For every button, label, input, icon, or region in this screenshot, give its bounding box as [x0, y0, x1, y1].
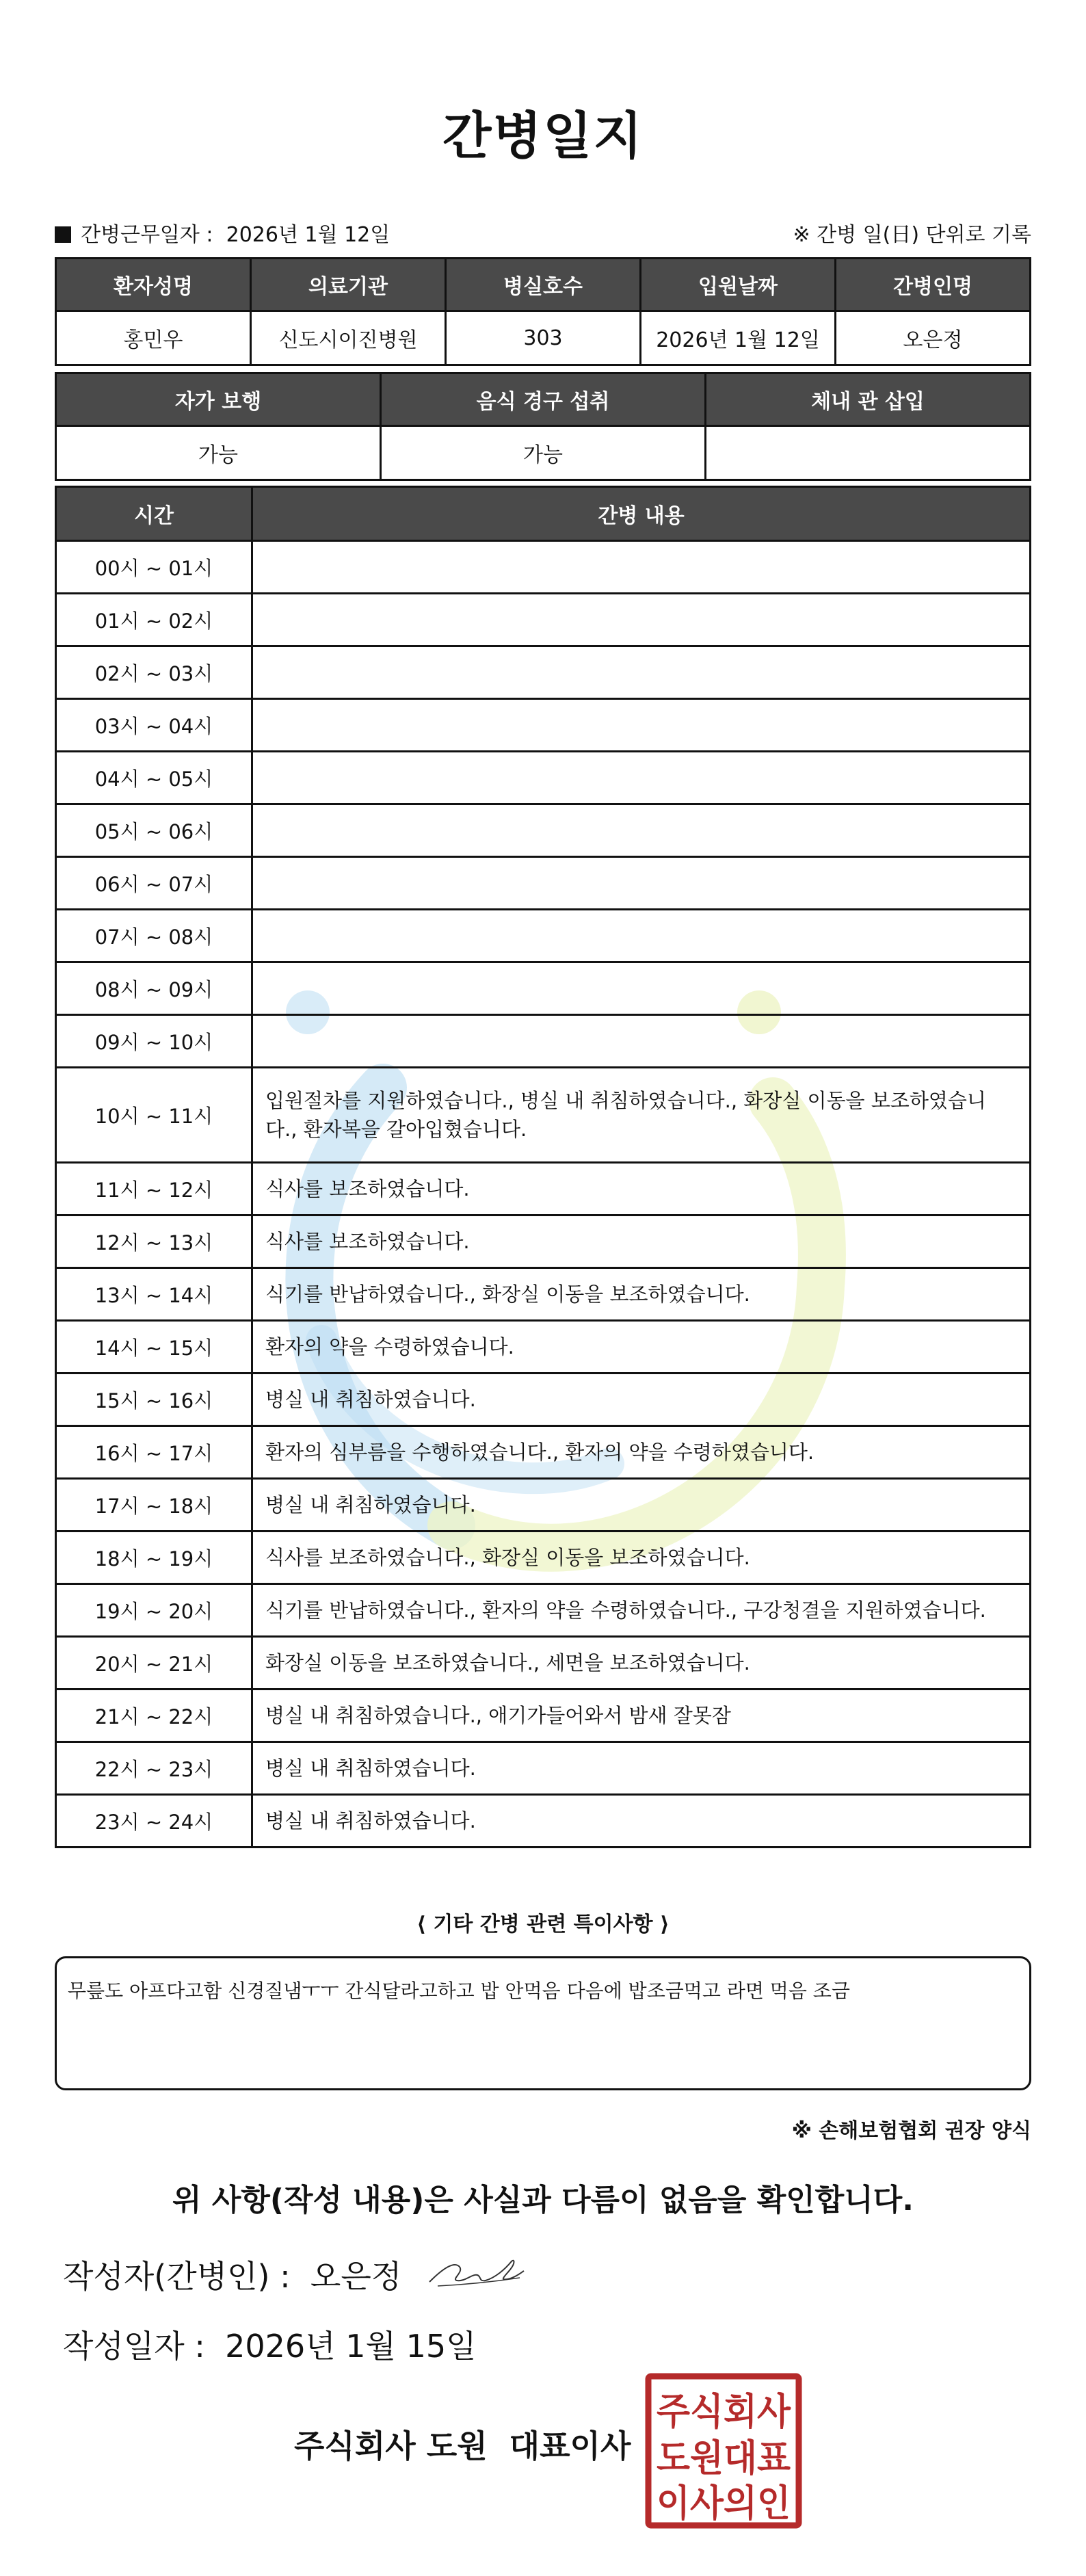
writer-label: 작성자(간병인) :	[63, 2258, 291, 2295]
table-row	[56, 646, 1031, 699]
row-time: 23시 ~ 24시	[56, 1795, 252, 1848]
row-time: 06시 ~ 07시	[56, 857, 252, 910]
header-hospital: 의료기관	[251, 259, 446, 311]
row-time: 22시 ~ 23시	[56, 1742, 252, 1795]
table-row	[56, 1637, 1031, 1690]
row-content: 입원절차를 지원하였습니다., 병실 내 취침하였습니다., 화장실 이동을 보조하였습니다., 환자복을 갈아입혔습니다.	[252, 1068, 1031, 1163]
header-patient-name: 환자성명	[56, 259, 251, 311]
unit-note: ※ 간병 일(日) 단위로 기록	[793, 223, 1031, 247]
row-time: 03시 ~ 04시	[56, 699, 252, 752]
table-row	[56, 804, 1031, 857]
table-row	[56, 1584, 1031, 1637]
row-time: 20시 ~ 21시	[56, 1637, 252, 1690]
row-content: 병실 내 취침하였습니다.	[252, 1374, 1031, 1426]
meta-row	[55, 218, 1031, 249]
header-room: 병실호수	[446, 259, 641, 311]
row-content: 식사를 보조하였습니다., 화장실 이동을 보조하였습니다.	[252, 1532, 1031, 1584]
row-content: 환자의 심부름을 수행하였습니다., 환자의 약을 수령하였습니다.	[252, 1426, 1031, 1479]
row-time: 05시 ~ 06시	[56, 804, 252, 857]
svg-text:주식회사: 주식회사	[657, 2390, 791, 2433]
walking-value: 가능	[56, 426, 381, 480]
svg-text:도원대표: 도원대표	[657, 2436, 791, 2480]
row-time: 16시 ~ 17시	[56, 1426, 252, 1479]
work-date-value: 2026년 1월 12일	[226, 223, 390, 247]
table-row	[56, 1163, 1031, 1215]
row-content	[252, 1015, 1031, 1068]
patient-info-table	[55, 257, 1031, 366]
written-date-line	[63, 2322, 477, 2367]
company-seal-stamp	[644, 2372, 803, 2529]
patient-name: 홍민우	[56, 311, 251, 365]
row-time: 17시 ~ 18시	[56, 1479, 252, 1532]
row-content: 식기를 반납하였습니다., 화장실 이동을 보조하였습니다.	[252, 1268, 1031, 1321]
row-time: 12시 ~ 13시	[56, 1215, 252, 1268]
admission-date: 2026년 1월 12일	[641, 311, 836, 365]
header-oral-intake: 음식 경구 섭취	[381, 373, 706, 426]
hospital-name: 신도시이진병원	[251, 311, 446, 365]
row-time: 04시 ~ 05시	[56, 752, 252, 804]
table-row	[56, 1690, 1031, 1742]
table-row	[56, 1742, 1031, 1795]
table-row	[56, 541, 1031, 594]
row-content	[252, 962, 1031, 1015]
row-time: 02시 ~ 03시	[56, 646, 252, 699]
row-time: 00시 ~ 01시	[56, 541, 252, 594]
row-content: 식사를 보조하였습니다.	[252, 1215, 1031, 1268]
row-content: 환자의 약을 수령하였습니다.	[252, 1321, 1031, 1374]
care-log-table	[55, 486, 1031, 1848]
row-content: 병실 내 취침하였습니다.	[252, 1795, 1031, 1848]
notes-title: ⟨ 기타 간병 관련 특이사항 ⟩	[416, 1913, 670, 1936]
row-time: 19시 ~ 20시	[56, 1584, 252, 1637]
table-row	[56, 1015, 1031, 1068]
row-content: 화장실 이동을 보조하였습니다., 세면을 보조하였습니다.	[252, 1637, 1031, 1690]
form-note: ※ 손해보험협회 권장 양식	[791, 2119, 1031, 2143]
table-row	[56, 1426, 1031, 1479]
writer-name: 오은정	[310, 2258, 402, 2295]
table-row	[56, 857, 1031, 910]
row-time: 18시 ~ 19시	[56, 1532, 252, 1584]
table-row	[56, 1479, 1031, 1532]
table-row	[56, 752, 1031, 804]
oral-intake-value: 가능	[381, 426, 706, 480]
row-time: 10시 ~ 11시	[56, 1068, 252, 1163]
page-title: 간병일지	[442, 107, 644, 166]
header-care-content: 간병 내용	[252, 487, 1031, 541]
row-content: 병실 내 취침하였습니다.	[252, 1742, 1031, 1795]
row-content	[252, 910, 1031, 962]
header-caregiver: 간병인명	[836, 259, 1031, 311]
handwritten-signature	[424, 2246, 527, 2294]
table-row	[56, 1068, 1031, 1163]
row-time: 14시 ~ 15시	[56, 1321, 252, 1374]
row-content	[252, 541, 1031, 594]
row-content: 병실 내 취침하였습니다., 애기가들어와서 밤새 잘못잠	[252, 1690, 1031, 1742]
table-row	[56, 594, 1031, 646]
row-content	[252, 752, 1031, 804]
row-content	[252, 699, 1031, 752]
row-time: 08시 ~ 09시	[56, 962, 252, 1015]
row-content	[252, 594, 1031, 646]
row-time: 07시 ~ 08시	[56, 910, 252, 962]
svg-text:이사의인: 이사의인	[657, 2482, 791, 2525]
row-time: 01시 ~ 02시	[56, 594, 252, 646]
tube-value	[706, 426, 1031, 480]
writer-line	[63, 2252, 401, 2297]
table-row	[56, 1215, 1031, 1268]
row-time: 13시 ~ 14시	[56, 1268, 252, 1321]
table-row	[56, 1795, 1031, 1848]
row-time: 21시 ~ 22시	[56, 1690, 252, 1742]
work-date: 간병근무일자 : 2026년 1월 12일	[55, 218, 390, 248]
table-row	[56, 1321, 1031, 1374]
row-content	[252, 857, 1031, 910]
row-time: 15시 ~ 16시	[56, 1374, 252, 1426]
row-content	[252, 804, 1031, 857]
row-content: 식사를 보조하였습니다.	[252, 1163, 1031, 1215]
header-time: 시간	[56, 487, 252, 541]
confirmation-statement: 위 사항(작성 내용)은 사실과 다름이 없음을 확인합니다.	[172, 2183, 914, 2218]
header-walking: 자가 보행	[56, 373, 381, 426]
table-row	[56, 1532, 1031, 1584]
ability-table	[55, 372, 1031, 481]
square-bullet-icon	[55, 226, 71, 243]
written-date-value: 2026년 1월 15일	[225, 2328, 477, 2365]
work-date-label: 간병근무일자	[81, 223, 200, 247]
header-tube: 체내 관 삽입	[706, 373, 1031, 426]
room-number: 303	[446, 311, 641, 365]
table-row	[56, 910, 1031, 962]
caregiver-name: 오은정	[836, 311, 1031, 365]
table-row	[56, 699, 1031, 752]
header-admission-date: 입원날짜	[641, 259, 836, 311]
table-row	[56, 1374, 1031, 1426]
row-time: 09시 ~ 10시	[56, 1015, 252, 1068]
row-content: 식기를 반납하였습니다., 환자의 약을 수령하였습니다., 구강청결을 지원하였습니다.	[252, 1584, 1031, 1637]
row-content: 병실 내 취침하였습니다.	[252, 1479, 1031, 1532]
company-name: 주식회사 도원 대표이사	[294, 2428, 631, 2465]
table-row	[56, 1268, 1031, 1321]
written-date-label: 작성일자 :	[63, 2328, 205, 2365]
table-row	[56, 962, 1031, 1015]
notes-box: 무릎도 아프다고함 신경질냄ㅜㅜ 간식달라고하고 밥 안먹음 다음에 밥조금먹고 라면 먹음 조금	[55, 1956, 1031, 2090]
row-time: 11시 ~ 12시	[56, 1163, 252, 1215]
row-content	[252, 646, 1031, 699]
